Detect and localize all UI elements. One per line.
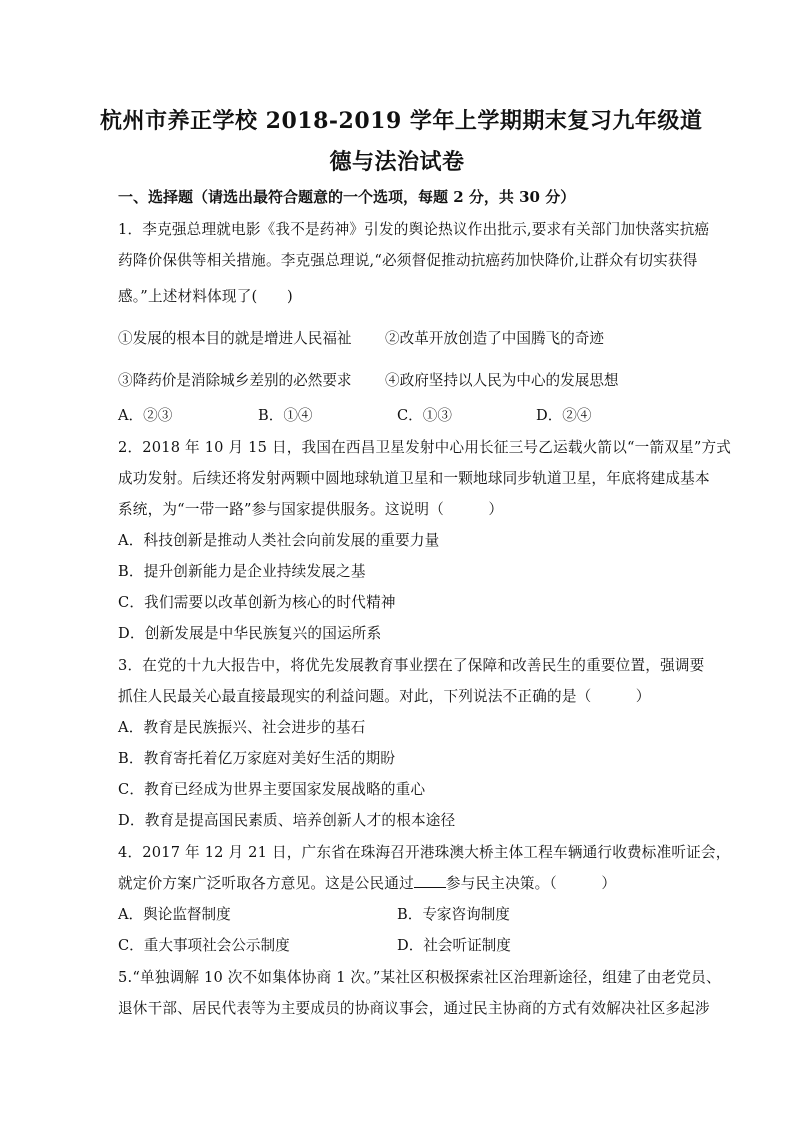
q2-text-line3: 系统，为“一带一路”参与国家提供服务。这说明（ ） <box>118 501 504 518</box>
q1-statement-1: ①发展的根本目的就是增进人民福祉 <box>118 330 352 347</box>
answer-blank <box>414 873 446 888</box>
q3-option-d: D．教育是提高国民素质、培养创新人才的根本途径 <box>118 812 456 829</box>
q1-text-line1: 1．李克强总理就电影《我不是药神》引发的舆论热议作出批示,要求有关部门加快落实抗癌 <box>118 221 710 238</box>
q2-option-c: C．我们需要以改革创新为核心的时代精神 <box>118 594 396 611</box>
q1-option-a: A．②③ <box>118 407 173 424</box>
q4-option-b: B．专家咨询制度 <box>397 906 510 923</box>
q1-text-line3: 感。”上述材料体现了( ) <box>118 288 293 305</box>
q2-text-line2: 成功发射。后续还将发射两颗中圆地球轨道卫星和一颗地球同步轨道卫星，年底将建成基本 <box>118 470 710 487</box>
exam-title-line2: 德与法治试卷 <box>329 149 465 175</box>
q1-option-c: C．①③ <box>397 407 452 424</box>
q1-option-d: D．②④ <box>536 407 592 424</box>
q4-option-d: D．社会听证制度 <box>397 937 511 954</box>
q1-statement-3: ③降药价是消除城乡差别的必然要求 <box>118 372 352 389</box>
q4-text-line2-before-blank: 就定价方案广泛听取各方意见。这是公民通过 <box>118 875 414 892</box>
q3-text-line1: 3．在党的十九大报告中，将优先发展教育事业摆在了保障和改善民生的重要位置，强调要 <box>118 657 705 674</box>
q3-option-b: B．教育寄托着亿万家庭对美好生活的期盼 <box>118 750 396 767</box>
q2-text-line1: 2．2018 年 10 月 15 日，我国在西昌卫星发射中心用长征三号乙运载火箭以“一箭双星”方式 <box>118 439 732 456</box>
exam-title-line1: 杭州市养正学校 2018-2019 学年上学期期末复习九年级道 <box>100 108 703 134</box>
q3-text-line2: 抓住人民最关心最直接最现实的利益问题。对此，下列说法不正确的是（ ） <box>118 688 651 705</box>
q1-option-b: B．①④ <box>258 407 313 424</box>
q2-option-b: B．提升创新能力是企业持续发展之基 <box>118 563 366 580</box>
q1-text-line2: 药降价保供等相关措施。李克强总理说,“必须督促推动抗癌药加快降价,让群众有切实获得 <box>118 252 698 269</box>
q4-text-line2 <box>118 872 616 893</box>
q2-option-a: A．科技创新是推动人类社会向前发展的重要力量 <box>118 532 440 549</box>
q1-statement-2: ②改革开放创造了中国腾飞的奇迹 <box>385 330 604 347</box>
q5-text-line1: 5.“单独调解 10 次不如集体协商 1 次。”某社区积极探索社区治理新途径，组建了由老党员、 <box>118 969 721 986</box>
q3-option-c: C．教育已经成为世界主要国家发展战略的重心 <box>118 781 426 798</box>
q2-option-d: D．创新发展是中华民族复兴的国运所系 <box>118 625 382 642</box>
q3-option-a: A．教育是民族振兴、社会进步的基石 <box>118 719 366 736</box>
q4-text-line1: 4．2017 年 12 月 21 日，广东省在珠海召开港珠澳大桥主体工程车辆通行收费标准听证会， <box>118 844 731 861</box>
q4-option-a: A．舆论监督制度 <box>118 906 231 923</box>
q4-option-c: C．重大事项社会公示制度 <box>118 937 290 954</box>
section-heading: 一、选择题（请选出最符合题意的一个选项，每题 2 分，共 30 分） <box>118 188 576 206</box>
q4-text-line2-after-blank: 参与民主决策。（ ） <box>445 875 617 892</box>
q5-text-line2: 退休干部、居民代表等为主要成员的协商议事会，通过民主协商的方式有效解决社区多起涉 <box>118 1000 710 1017</box>
q1-statement-4: ④政府坚持以人民为中心的发展思想 <box>385 372 619 389</box>
